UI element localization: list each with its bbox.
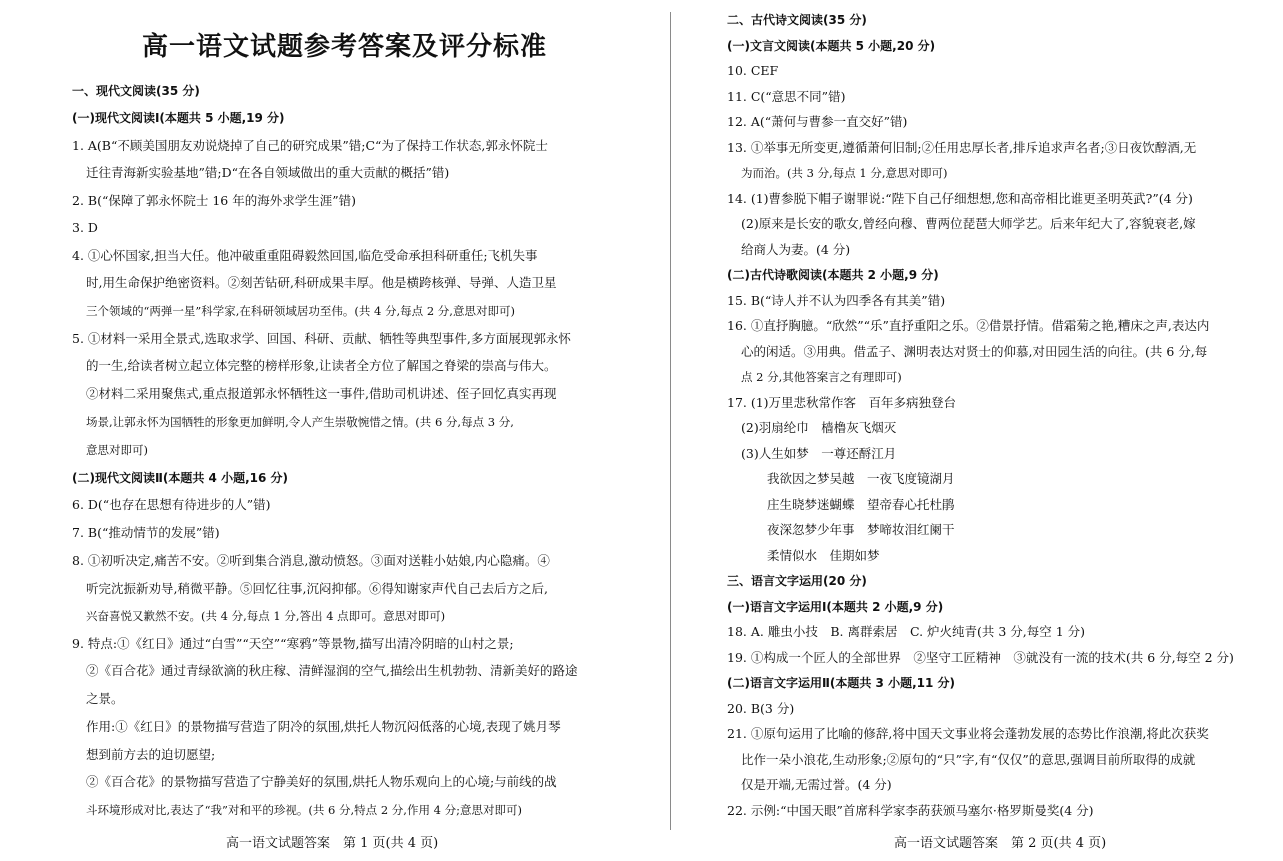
- answer-line: 5. ①材料一采用全景式,选取求学、回国、科研、贡献、牺牲等典型事件,多方面展现郭永怀: [72, 331, 571, 346]
- page-divider: [670, 12, 671, 830]
- answer-line: 斗环境形成对比,表达了“我”对和平的珍视。(共 6 分,特点 2 分,作用 4 分;意思对即可): [86, 803, 522, 817]
- answer-line: (3)人生如梦 一尊还酹江月: [741, 446, 897, 461]
- subsection-heading: (二)古代诗歌阅读(本题共 2 小题,9 分): [727, 268, 939, 282]
- section-heading: 一、现代文阅读(35 分): [72, 84, 200, 98]
- answer-line: 20. B(3 分): [727, 701, 795, 716]
- subsection-heading: (二)语言文字运用Ⅱ(本题共 3 小题,11 分): [727, 676, 955, 690]
- answer-line: ②《百合花》的景物描写营造了宁静美好的氛围,烘托人物乐观向上的心境;与前线的战: [86, 774, 557, 789]
- answer-line: 柔情似水 佳期如梦: [767, 548, 880, 563]
- document-title: 高一语文试题参考答案及评分标准: [141, 32, 547, 62]
- page-footer: 高一语文试题答案 第 1 页(共 4 页): [226, 836, 439, 851]
- answer-line: 三个领域的“两弹一星”科学家,在科研领域居功至伟。(共 4 分,每点 2 分,意思对即可): [86, 304, 515, 318]
- answer-line: 8. ①初听决定,痛苦不安。②听到集合消息,激动愤怒。③面对送鞋小姑娘,内心隐痛。④: [72, 553, 550, 568]
- answer-line: 7. B(“推动情节的发展”错): [72, 525, 220, 540]
- answer-line: 庄生晓梦迷蝴蝶 望帝春心托杜鹃: [767, 497, 955, 512]
- answer-line: 之景。: [86, 691, 124, 706]
- answer-line: 16. ①直抒胸臆。“欣然”“乐”直抒重阳之乐。②借景抒情。借霜菊之艳,糟床之声,表达内: [727, 318, 1210, 333]
- answer-line: 听完沈振新劝导,稍微平静。⑤回忆往事,沉闷抑郁。⑥得知谢家声代自己去后方之后,: [86, 581, 548, 596]
- answer-line: 时,用生命保护绝密资料。②刻苦钻研,科研成果丰厚。他是横跨核弹、导弹、人造卫星: [86, 275, 557, 290]
- answer-line: 仅是开端,无需过誉。(4 分): [741, 777, 892, 792]
- answer-line: 兴奋喜悦又歉然不安。(共 4 分,每点 1 分,答出 4 点即可。意思对即可): [86, 609, 446, 623]
- answer-line: 21. ①原句运用了比喻的修辞,将中国天文事业将会蓬勃发展的态势比作浪潮,将此次获奖: [727, 726, 1209, 741]
- answer-line: 给商人为妻。(4 分): [741, 242, 851, 257]
- answer-line: (2)原来是长安的歌女,曾经向穆、曹两位琵琶大师学艺。后来年纪大了,容貌衰老,嫁: [741, 216, 1196, 231]
- answer-line: 19. ①构成一个匠人的全部世界 ②坚守工匠精神 ③就没有一流的技术(共 6 分,每空 2 分): [727, 650, 1234, 665]
- section-heading: 三、语言文字运用(20 分): [727, 574, 867, 588]
- answer-line: 点 2 分,其他答案言之有理即可): [741, 370, 902, 384]
- answer-line: 4. ①心怀国家,担当大任。他冲破重重阻碍毅然回国,临危受命承担科研重任;飞机失事: [72, 248, 538, 263]
- answer-line: 2. B(“保障了郭永怀院士 16 年的海外求学生涯”错): [72, 193, 356, 208]
- answer-line: 的一生,给读者树立起立体完整的榜样形象,让读者全方位了解国之脊梁的崇高与伟大。: [86, 358, 557, 373]
- answer-line: 15. B(“诗人并不认为四季各有其美”错): [727, 293, 946, 308]
- answer-line: 12. A(“萧何与曹参一直交好”错): [727, 114, 908, 129]
- answer-line: 迁往青海新实验基地”错;D“在各自领域做出的重大贡献的概括”错): [86, 165, 450, 180]
- answer-line: (2)羽扇纶巾 樯橹灰飞烟灭: [741, 420, 897, 435]
- answer-line: 比作一朵小浪花,生动形象;②原句的“只”字,有“仅仅”的意思,强调目前所取得的成就: [741, 752, 1196, 767]
- answer-line: 想到前方去的迫切愿望;: [86, 747, 216, 762]
- answer-line: 17. (1)万里悲秋常作客 百年多病独登台: [727, 395, 957, 410]
- answer-line: 我欲因之梦吴越 一夜飞度镜湖月: [767, 471, 955, 486]
- answer-line: 场景,让郭永怀为国牺牲的形象更加鲜明,令人产生崇敬惋惜之情。(共 6 分,每点 3 分,: [86, 415, 514, 429]
- answer-line: ②材料二采用聚焦式,重点报道郭永怀牺牲这一事件,借助司机讲述、侄子回忆真实再现: [86, 386, 557, 401]
- section-heading: 二、古代诗文阅读(35 分): [727, 13, 867, 27]
- answer-line: 11. C(“意思不同”错): [727, 89, 846, 104]
- answer-line: 10. CEF: [727, 63, 779, 78]
- subsection-heading: (二)现代文阅读Ⅱ(本题共 4 小题,16 分): [72, 471, 288, 485]
- answer-line: 心的闲适。③用典。借孟子、渊明表达对贤士的仰慕,对田园生活的向往。(共 6 分,每: [741, 344, 1208, 359]
- answer-line: 18. A. 雕虫小技 B. 离群索居 C. 炉火纯青(共 3 分,每空 1 分): [727, 624, 1086, 639]
- subsection-heading: (一)现代文阅读Ⅰ(本题共 5 小题,19 分): [72, 111, 285, 125]
- answer-line: 夜深忽梦少年事 梦啼妆泪红阑干: [767, 522, 955, 537]
- answer-line: 意思对即可): [86, 443, 148, 457]
- answer-line: 1. A(B“不顾美国朋友劝说烧掉了自己的研究成果”错;C“为了保持工作状态,郭永怀院士: [72, 138, 548, 153]
- subsection-heading: (一)文言文阅读(本题共 5 小题,20 分): [727, 39, 936, 53]
- answer-line: 作用:①《红日》的景物描写营造了阴冷的氛围,烘托人物沉闷低落的心境,表现了姚月琴: [86, 719, 561, 734]
- answer-line: 6. D(“也存在思想有待进步的人”错): [72, 497, 271, 512]
- answer-line: 为而治。(共 3 分,每点 1 分,意思对即可): [741, 166, 948, 180]
- answer-line: 9. 特点:①《红日》通过“白雪”“天空”“寒鸦”等景物,描写出清冷阴暗的山村之景;: [72, 636, 514, 651]
- answer-line: ②《百合花》通过青绿欲滴的秋庄稼、清鲜湿润的空气,描绘出生机勃勃、清新美好的路途: [86, 663, 578, 678]
- answer-line: 22. 示例:“中国天眼”首席科学家李菂获颁马塞尔·格罗斯曼奖(4 分): [727, 803, 1094, 818]
- answer-line: 13. ①举事无所变更,遵循萧何旧制;②任用忠厚长者,排斥追求声名者;③日夜饮醇酒,无: [727, 140, 1197, 155]
- answer-line: 14. (1)曹参脱下帽子谢罪说:“陛下自己仔细想想,您和高帝相比谁更圣明英武?”(4 分): [727, 191, 1193, 206]
- page-footer: 高一语文试题答案 第 2 页(共 4 页): [894, 836, 1107, 851]
- subsection-heading: (一)语言文字运用Ⅰ(本题共 2 小题,9 分): [727, 600, 944, 614]
- answer-line: 3. D: [72, 220, 98, 235]
